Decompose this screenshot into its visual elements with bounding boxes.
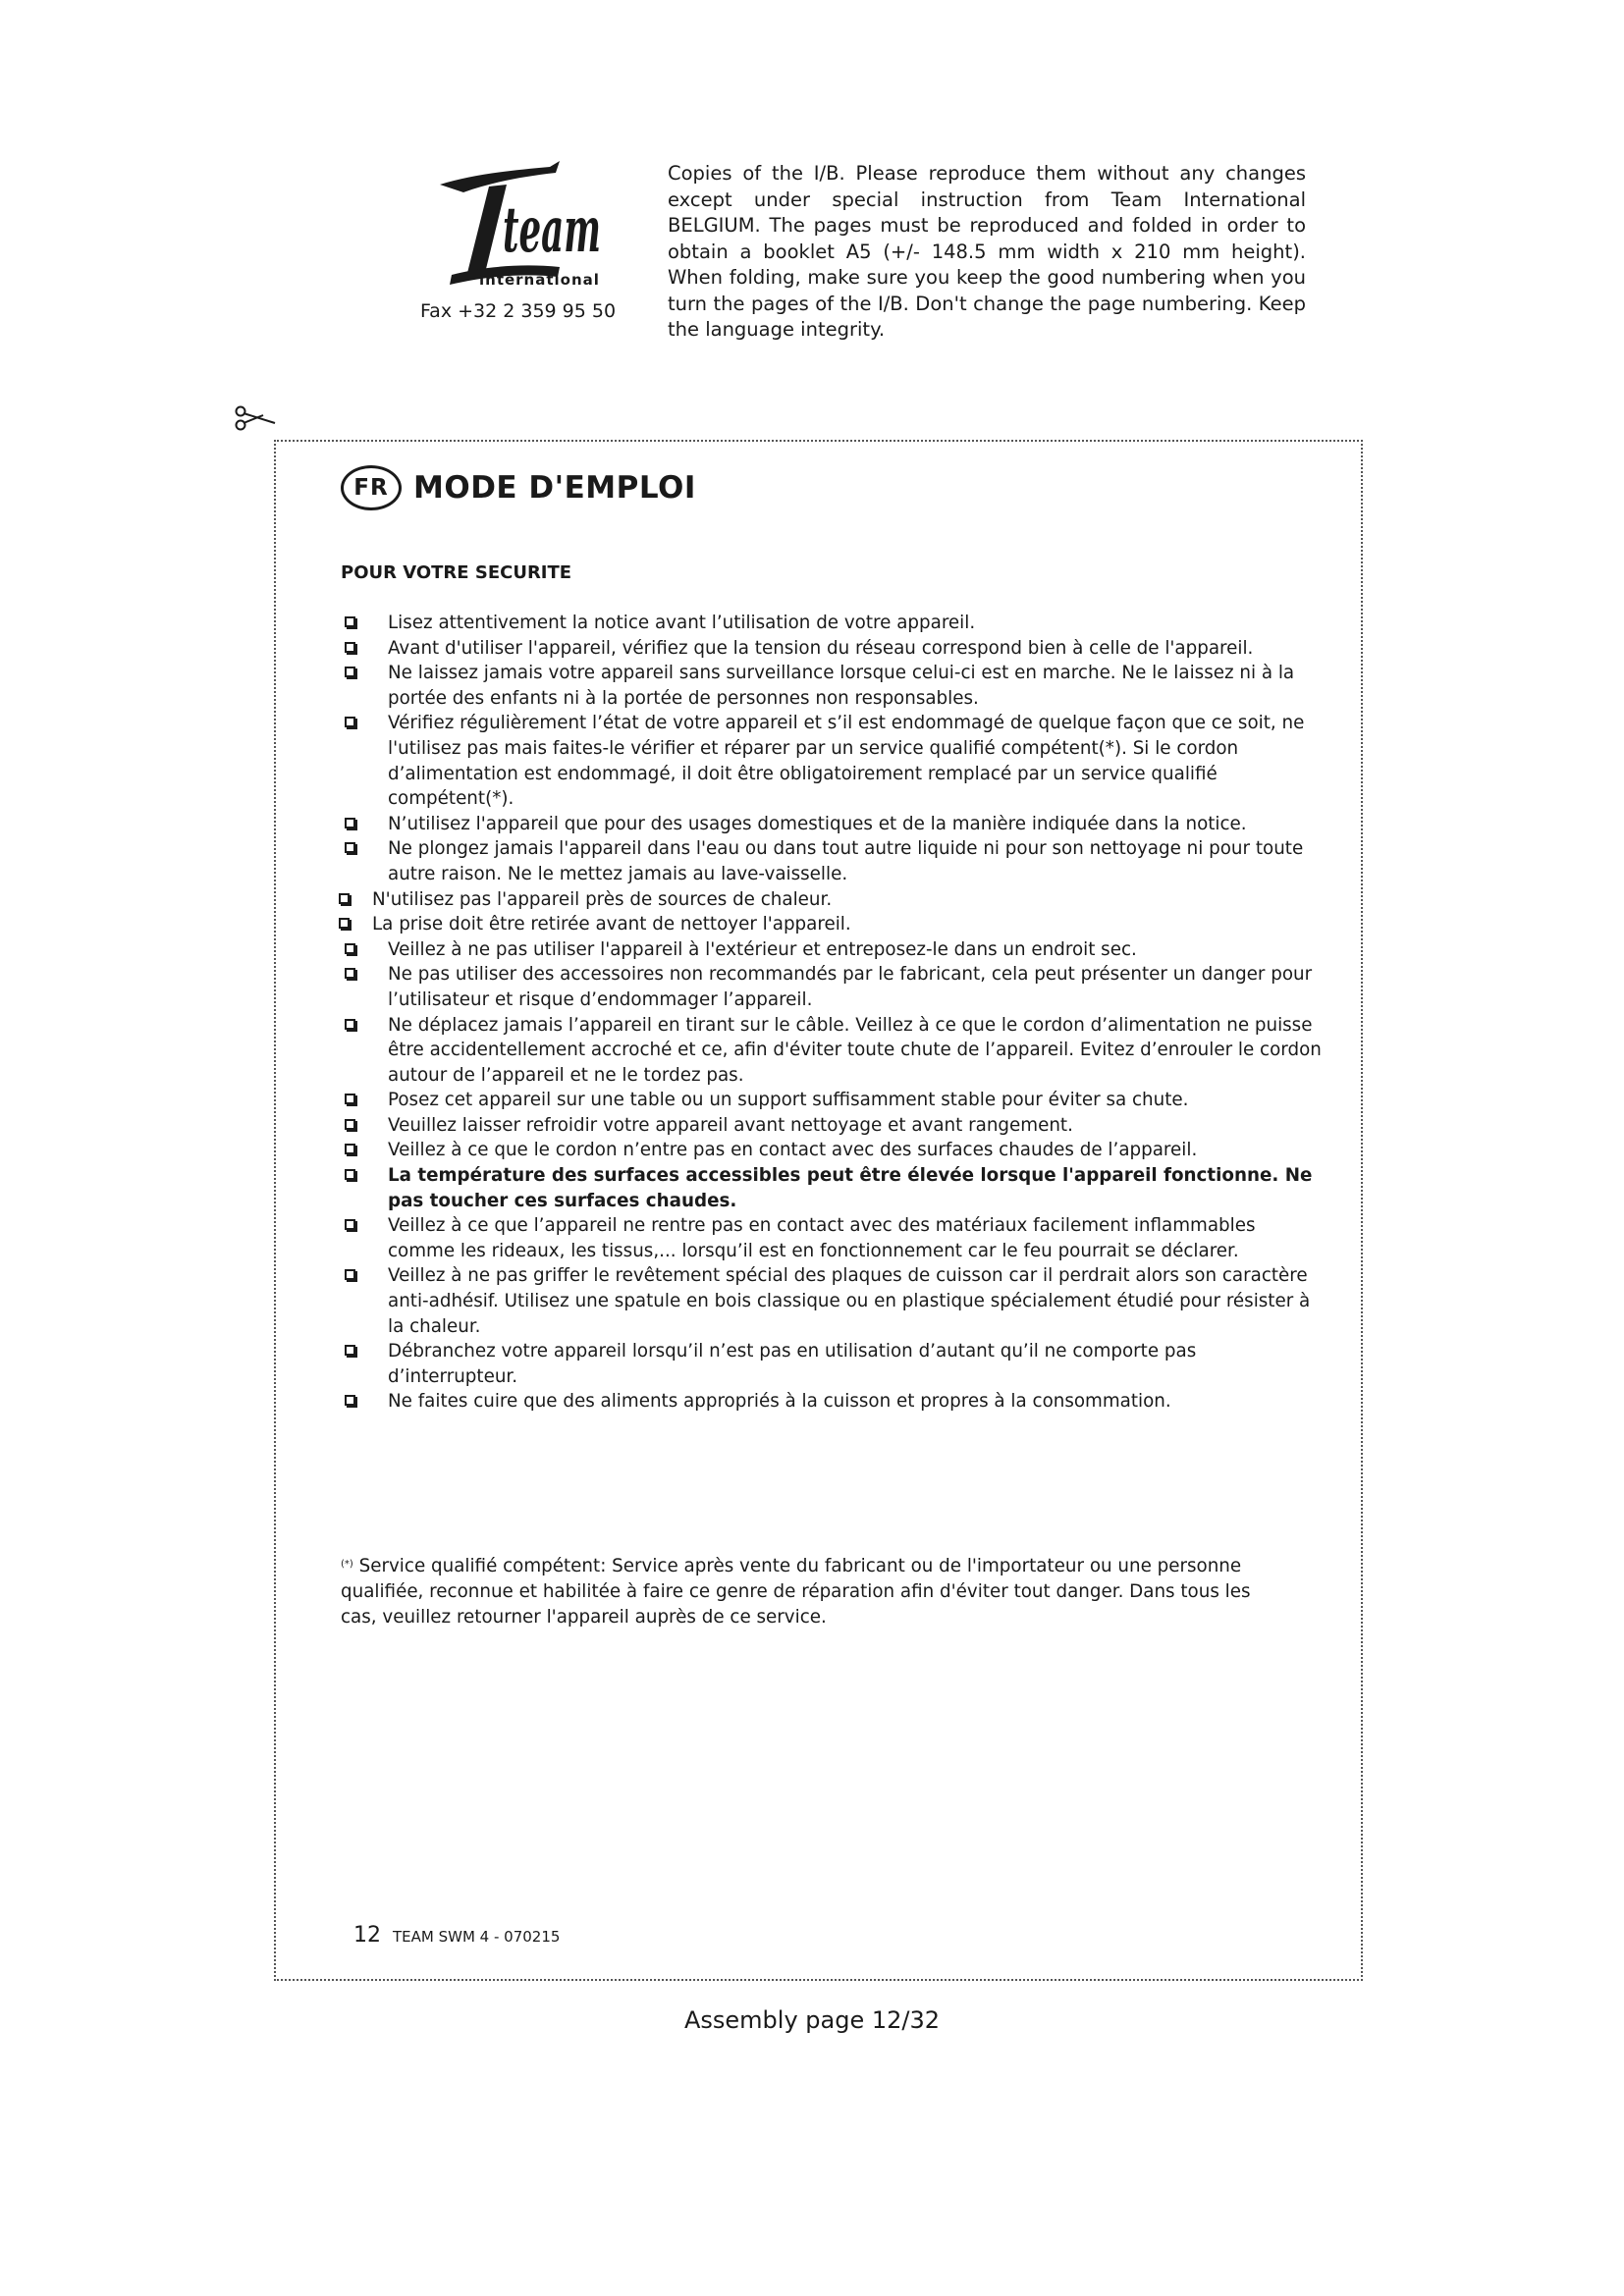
safety-list <box>341 611 1323 1415</box>
list-item <box>341 661 1323 711</box>
checkbox-bullet-icon <box>339 918 350 929</box>
logo-subtext: international <box>479 271 600 289</box>
list-item-text: Ne pas utiliser des accessoires non recommandés par le fabricant, cela peut présenter un danger pour l’utilisateur et risque d’endommager l’appareil. <box>388 964 1313 1010</box>
checkbox-bullet-icon <box>345 1169 355 1180</box>
reproduction-note: Copies of the I/B. Please reproduce them without any changes except under special instruction from Team International BELGIUM. The pages must be reproduced and folded in order to obtain a booklet A5 (+/- 148.5 mm width x 210 mm height). When folding, make sure you keep the good numbering when you turn the pages of the I/B. Don't change the page numbering. Keep the language integrity. <box>668 162 1306 341</box>
document-code: TEAM SWM 4 - 070215 <box>393 1928 561 1946</box>
list-item <box>341 836 1323 886</box>
list-item <box>341 1138 1323 1163</box>
list-item-text: La prise doit être retirée avant de nettoyer l'appareil. <box>372 914 851 935</box>
checkbox-bullet-icon <box>345 616 355 627</box>
checkbox-bullet-icon <box>345 968 355 979</box>
manual-title <box>341 465 696 510</box>
list-item-text: Veillez à ce que l’appareil ne rentre pas en contact avec des matériaux facilement inflammables comme les rideaux, les tissus,... lorsqu’il est en fonctionnement car le feu pourrait se déclarer. <box>388 1215 1256 1261</box>
checkbox-bullet-icon <box>345 1144 355 1154</box>
checkbox-bullet-icon <box>345 1019 355 1030</box>
assembly-page-label: Assembly page 12/32 <box>683 2006 941 2034</box>
fax-number: Fax +32 2 359 95 50 <box>420 300 617 322</box>
page-footer <box>353 1923 560 1948</box>
checkbox-bullet-icon <box>345 642 355 653</box>
list-item-text: N’utilisez l'appareil que pour des usages domestiques et de la manière indiquée dans la notice. <box>388 813 1247 834</box>
list-item <box>341 611 1323 636</box>
team-logo <box>412 157 609 294</box>
list-item-text: Avant d'utiliser l'appareil, vérifiez que la tension du réseau correspond bien à celle de l'appareil. <box>388 637 1254 659</box>
list-item <box>341 962 1323 1012</box>
checkbox-bullet-icon <box>345 842 355 853</box>
list-item <box>341 1013 1323 1089</box>
list-item-text: Vérifiez régulièrement l’état de votre appareil et s’il est endommagé de quelque façon que ce soit, ne l'utilisez pas mais faites-le vérifier et réparer par un service qualifié compétent(*). Si le cordon d’alimentation est endommagé, il doit être obligatoirement remplacé par un service qualifié compétent(*). <box>388 713 1305 810</box>
checkbox-bullet-icon <box>345 818 355 828</box>
list-item-warning <box>341 1163 1323 1213</box>
list-item <box>341 912 1323 937</box>
page-number: 12 <box>353 1923 381 1948</box>
footnote <box>341 1554 1283 1630</box>
list-item <box>341 887 1323 913</box>
list-item-text: Veillez à ne pas griffer le revêtement spécial des plaques de cuisson car il perdrait alors son caractère anti-adhésif. Utilisez une spatule en bois classique ou en plastique spécialement étudié pour résister à la chaleur. <box>388 1265 1311 1337</box>
list-item-text: Veillez à ce que le cordon n’entre pas en contact avec des surfaces chaudes de l’appareil. <box>388 1140 1198 1161</box>
list-item <box>341 1088 1323 1113</box>
list-item <box>341 812 1323 837</box>
page-title: MODE D'EMPLOI <box>413 470 696 506</box>
list-item-text: Veillez à ne pas utiliser l'appareil à l'extérieur et entreposez-le dans un endroit sec. <box>388 938 1137 960</box>
list-item <box>341 636 1323 662</box>
checkbox-bullet-icon <box>345 1269 355 1280</box>
footnote-marker: (*) <box>341 1559 353 1570</box>
list-item <box>341 711 1323 811</box>
checkbox-bullet-icon <box>345 1395 355 1406</box>
list-item <box>341 1213 1323 1263</box>
list-item <box>341 937 1323 963</box>
logo-wordmark: team <box>503 193 601 267</box>
list-item <box>341 1389 1323 1415</box>
section-heading: POUR VOTRE SECURITE <box>341 562 572 583</box>
list-item-text: La température des surfaces accessibles peut être élevée lorsque l'appareil fonctionne. Ne pas toucher ces surfaces chaudes. <box>388 1165 1313 1211</box>
list-item-text: Ne laissez jamais votre appareil sans surveillance lorsque celui-ci est en marche. Ne le laissez ni à la portée des enfants ni à la portée de personnes non responsables. <box>388 663 1295 709</box>
list-item-text: Ne plongez jamais l'appareil dans l'eau ou dans tout autre liquide ni pour son nettoyage ni pour toute autre raison. Ne le mettez jamais au lave-vaisselle. <box>388 838 1304 884</box>
list-item-text: Posez cet appareil sur une table ou un support suffisamment stable pour éviter sa chute. <box>388 1090 1189 1111</box>
checkbox-bullet-icon <box>345 1219 355 1230</box>
checkbox-bullet-icon <box>345 943 355 954</box>
checkbox-bullet-icon <box>345 1094 355 1104</box>
list-item <box>341 1113 1323 1139</box>
list-item-text: Lisez attentivement la notice avant l’utilisation de votre appareil. <box>388 613 976 633</box>
checkbox-bullet-icon <box>345 667 355 677</box>
list-item-text: Veuillez laisser refroidir votre appareil avant nettoyage et avant rangement. <box>388 1114 1073 1136</box>
list-item-text: N'utilisez pas l'appareil près de sources de chaleur. <box>372 888 833 910</box>
list-item <box>341 1339 1323 1389</box>
checkbox-bullet-icon <box>339 893 350 904</box>
list-item-text: Ne faites cuire que des aliments appropriés à la cuisson et propres à la consommation. <box>388 1391 1171 1413</box>
list-item <box>341 1263 1323 1339</box>
checkbox-bullet-icon <box>345 1119 355 1130</box>
list-item-text: Ne déplacez jamais l’appareil en tirant sur le câble. Veillez à ce que le cordon d’alimentation ne puisse être accidentellement accroché et ce, afin d'éviter toute chute de l’appareil. Evitez d’enrouler le cordon autour de l’appareil et ne le tordez pas. <box>388 1014 1322 1086</box>
scissors-icon <box>234 404 277 432</box>
checkbox-bullet-icon <box>345 1345 355 1356</box>
language-badge: FR <box>341 465 402 510</box>
checkbox-bullet-icon <box>345 717 355 727</box>
footnote-text: Service qualifié compétent: Service après vente du fabricant ou de l'importateur ou une personne qualifiée, reconnue et habilitée à faire ce genre de réparation afin d'éviter tout danger. Dans tous les cas, veuillez retourner l'appareil auprès de ce service. <box>341 1556 1251 1628</box>
list-item-text: Débranchez votre appareil lorsqu’il n’est pas en utilisation d’autant qu’il ne comporte pas d’interrupteur. <box>388 1341 1197 1387</box>
